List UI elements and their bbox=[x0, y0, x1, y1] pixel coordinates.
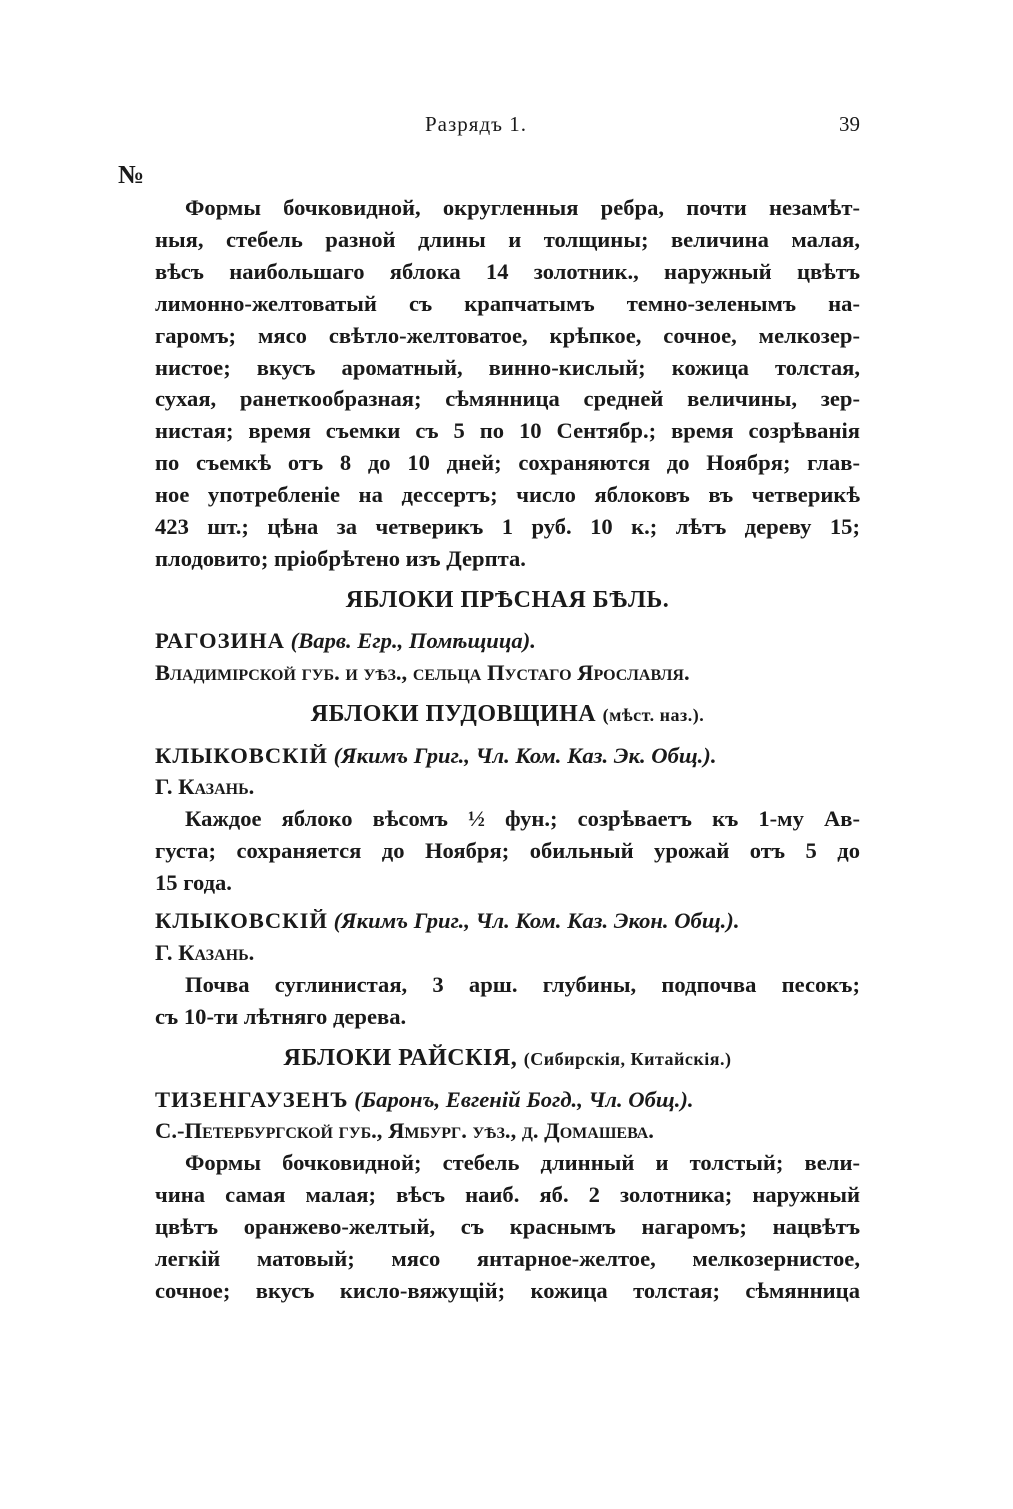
exhibitor-line bbox=[155, 740, 860, 772]
number-sign: № bbox=[118, 160, 145, 189]
text-line: лимонно-желтоватый съ крапчатымъ темно-зеленымъ на- bbox=[155, 290, 860, 316]
exhibitor-name: КЛЫКОВСКІЙ bbox=[155, 742, 328, 768]
text-line: ное употребленіе на дессертъ; число яблоковъ въ четверикѣ bbox=[155, 482, 860, 508]
text-line: 15 года. bbox=[155, 870, 232, 896]
exhibitor-entry bbox=[155, 740, 860, 900]
section-heading-text: ЯБЛОКИ ПУДОВЩИНА bbox=[310, 700, 597, 727]
running-title: Разрядъ 1. bbox=[425, 112, 527, 136]
text-line: гаромъ; мясо свѣтло-желтоватое, крѣпкое, сочное, мелкозер- bbox=[155, 322, 860, 348]
section-heading-note: (мѣст. наз.). bbox=[602, 704, 705, 725]
section-heading bbox=[155, 699, 860, 732]
text-line: густа; сохраняется до Ноября; обильный урожай отъ 5 до bbox=[155, 838, 860, 864]
exhibitor-line bbox=[155, 1084, 860, 1116]
section-heading bbox=[155, 585, 860, 617]
text-line: легкій матовый; мясо янтарное-желтое, мелкозернистое, bbox=[155, 1246, 860, 1272]
exhibitor-location: Г. Казань. bbox=[155, 939, 255, 965]
exhibitor-name: ТИЗЕНГАУЗЕНЪ bbox=[155, 1086, 349, 1112]
section-heading-text: ЯБЛОКИ РАЙСКІЯ, bbox=[283, 1044, 518, 1071]
exhibitor-details: (Якимъ Григ., Чл. Ком. Каз. Эк. Общ.). bbox=[333, 742, 717, 768]
section-heading-text: ЯБЛОКИ ПРѢСНАЯ БѢЛЬ. bbox=[345, 586, 670, 613]
exhibitor-entry bbox=[155, 905, 860, 1033]
text-line: Каждое яблоко вѣсомъ ½ фун.; созрѣваетъ къ 1-му Ав- bbox=[185, 806, 860, 832]
exhibitor-line bbox=[155, 905, 860, 937]
text-line: цвѣтъ оранжево-желтый, съ краснымъ нагаромъ; нацвѣтъ bbox=[155, 1214, 860, 1240]
text-line: сухая, ранеткообразная; сѣмянница средней величины, зер- bbox=[155, 386, 860, 412]
exhibitor-location: Владимірской губ. и уѣз., сельца Пустаго Ярославля. bbox=[155, 659, 690, 685]
text-line: съ 10-ти лѣтняго дерева. bbox=[155, 1003, 407, 1029]
exhibitor-entry bbox=[155, 1084, 860, 1307]
entry-description bbox=[155, 192, 860, 575]
text-line: нистая; время съемки съ 5 по 10 Сентябр.; время созрѣванія bbox=[155, 418, 860, 444]
exhibitor-details: (Якимъ Григ., Чл. Ком. Каз. Экон. Общ.). bbox=[333, 908, 740, 934]
section-heading bbox=[155, 1043, 860, 1076]
exhibitor-details: (Варв. Егр., Помѣщица). bbox=[290, 627, 536, 653]
text-line: ныя, стебель разной длины и толщины; величина малая, bbox=[155, 226, 860, 252]
exhibitor-name: КЛЫКОВСКІЙ bbox=[155, 908, 328, 934]
text-line: по съемкѣ отъ 8 до 10 дней; сохраняются до Ноября; глав- bbox=[155, 450, 860, 476]
page-number: 39 bbox=[839, 112, 860, 136]
exhibitor-details: (Баронъ, Евгеній Богд., Чл. Общ.). bbox=[354, 1086, 694, 1112]
exhibitor-entry bbox=[155, 625, 860, 689]
exhibitor-location: С.-Петербургской губ., Ямбург. уѣз., д. Домашева. bbox=[155, 1118, 654, 1144]
page-body bbox=[155, 192, 860, 1307]
exhibitor-name: РАГОЗИНА bbox=[155, 627, 286, 653]
text-line: Формы бочковидной, округленныя ребра, почти незамѣт- bbox=[185, 195, 860, 220]
text-line: нистое; вкусъ ароматный, винно-кислый; кожица толстая, bbox=[155, 354, 860, 380]
text-line: сочное; вкусъ кисло-вяжущій; кожица толстая; сѣмянница bbox=[155, 1278, 860, 1303]
exhibitor-location: Г. Казань. bbox=[155, 774, 255, 800]
exhibitor-line bbox=[155, 625, 860, 657]
section-heading-note: (Сибирскія, Китайскія.) bbox=[523, 1048, 732, 1069]
text-line: чина самая малая; вѣсъ наиб. яб. 2 золотника; наружный bbox=[155, 1182, 860, 1208]
page-header bbox=[160, 112, 860, 146]
text-line: 423 шт.; цѣна за четверикъ 1 руб. 10 к.; лѣтъ дереву 15; bbox=[155, 514, 860, 540]
text-line: вѣсъ наибольшаго яблока 14 золотник., наружный цвѣтъ bbox=[155, 258, 860, 284]
text-line: плодовито; пріобрѣтено изъ Дерпта. bbox=[155, 545, 526, 571]
text-line: Почва суглинистая, 3 арш. глубины, подпочва песокъ; bbox=[185, 971, 860, 997]
text-line: Формы бочковидной; стебель длинный и толстый; вели- bbox=[185, 1150, 860, 1176]
